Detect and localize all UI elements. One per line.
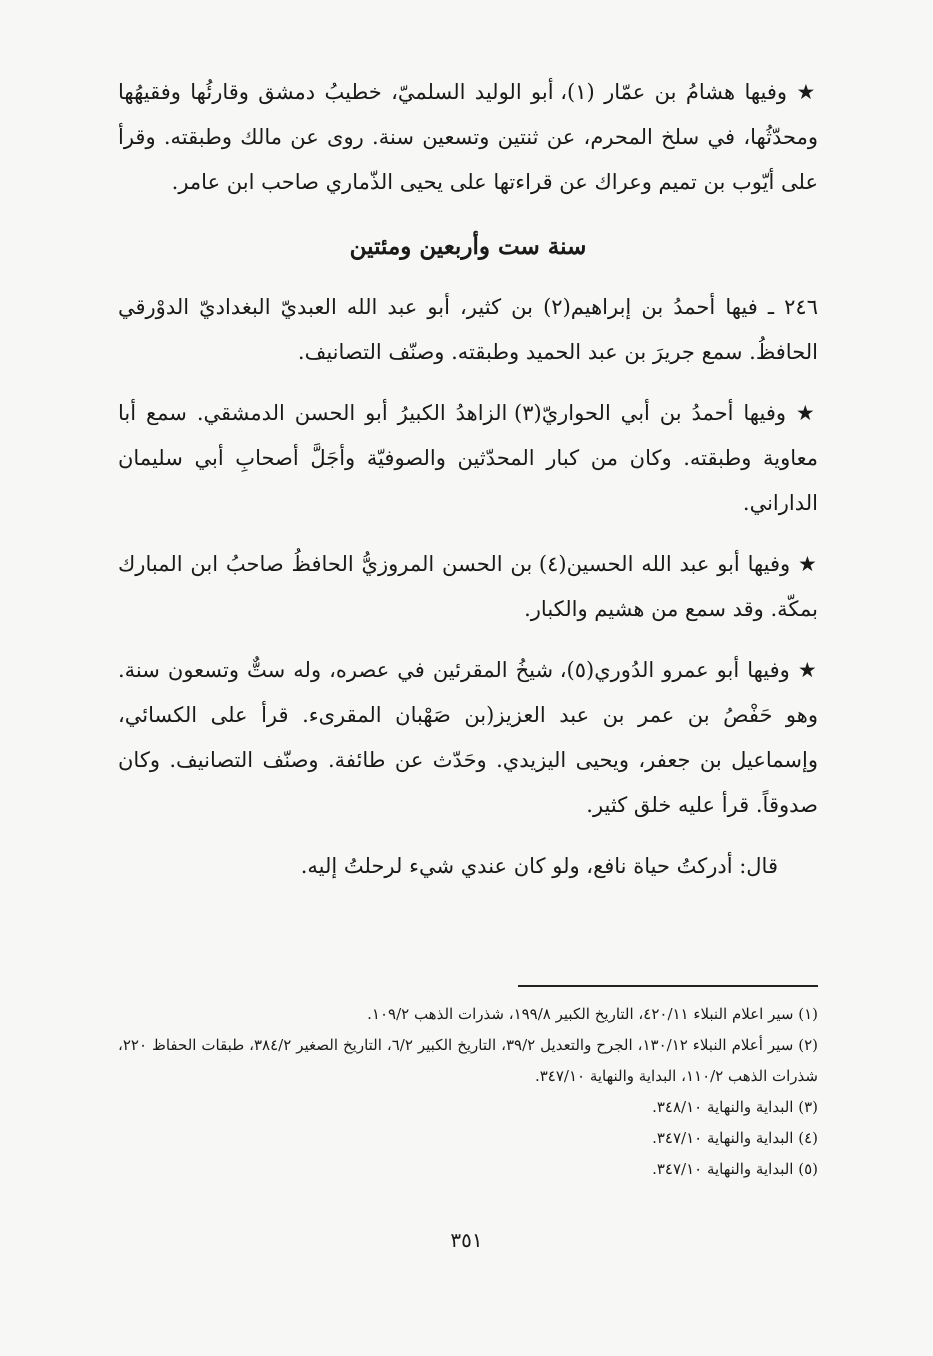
paragraph-hisham: ★ وفيها هشامُ بن عمّار (١)، أبو الوليد السلميّ، خطيبُ دمشق وقارئُها وفقيهُها ومحدّثُها، في سلخ المحرم، عن ثنتين وتسعين سنة. روى عن مالك وطبقته. وقرأ على أيّوب بن تميم وعراك عن قراءتها على يحيى الذّماري صاحب ابن عامر. (118, 80, 818, 194)
footnote-divider (518, 985, 818, 987)
entry-husayn-marwazi: ★ وفيها أبو عبد الله الحسين(٤) بن الحسن المروزيُّ الحافظُ صاحبُ ابن المبارك بمكّة. وقد سمع من هشيم والكبار. (118, 552, 819, 621)
entry-ahmad-ibrahim: ٢٤٦ ـ فيها أحمدُ بن إبراهيم(٢) بن كثير، أبو عبد الله العبديّ البغداديّ الدوْرقي الحافظُ. سمع جريرَ بن عبد الحميد وطبقته. وصنّف التصانيف. (118, 295, 818, 364)
entry-duri: ★ وفيها أبو عمرو الدُوري(٥)، شيخُ المقرئين في عصره، وله ستٌّ وتسعون سنة. وهو حَفْصُ بن عمر بن عبد العزيز(بن صَهْبان المقرىء. قرأ على الكسائي، وإسماعيل بن جعفر، ويحيى اليزيدي. وحَدّث عن طائفة. وصنّف التصانيف. وكان صدوقاً. قرأ عليه خلق كثير. (118, 658, 819, 817)
footnote-2: (٢) سير أعلام النبلاء ١٣٠/١٢، الجرح والتعديل ٣٩/٢، التاريخ الكبير ٦/٢، التاريخ الصغير ٣٨٤/٢، طبقات الحفاظ ٢٢٠، شذرات الذهب ١١٠/٢، البداية والنهاية ٣٤٧/١٠. (118, 1036, 819, 1085)
footnote-5: (٥) البداية والنهاية ٣٤٧/١٠. (652, 1160, 818, 1178)
footnote-4: (٤) البداية والنهاية ٣٤٧/١٠. (652, 1129, 818, 1147)
entry-ahmad-hawari: ★ وفيها أحمدُ بن أبي الحواريّ(٣) الزاهدُ الكبيرُ أبو الحسن الدمشقي. سمع أبا معاوية وطبقته. وكان من كبار المحدّثين والصوفيّة وأجَلَّ أصحابِ أبي سليمان الداراني. (118, 401, 818, 515)
quote-line: قال: أدركتُ حياة نافع، ولو كان عندي شيء لرحلتُ إليه. (300, 854, 778, 878)
page-body (118, 70, 818, 905)
section-heading: سنة ست وأربعين ومئتين (349, 233, 587, 260)
page-number: ٣٥١ (450, 1228, 483, 1252)
footnotes (118, 985, 818, 1185)
footnote-3: (٣) البداية والنهاية ٣٤٨/١٠. (652, 1098, 818, 1116)
footnote-1: (١) سير اعلام النبلاء ٤٢٠/١١، التاريخ الكبير ١٩٩/٨، شذرات الذهب ١٠٩/٢. (367, 1005, 818, 1023)
